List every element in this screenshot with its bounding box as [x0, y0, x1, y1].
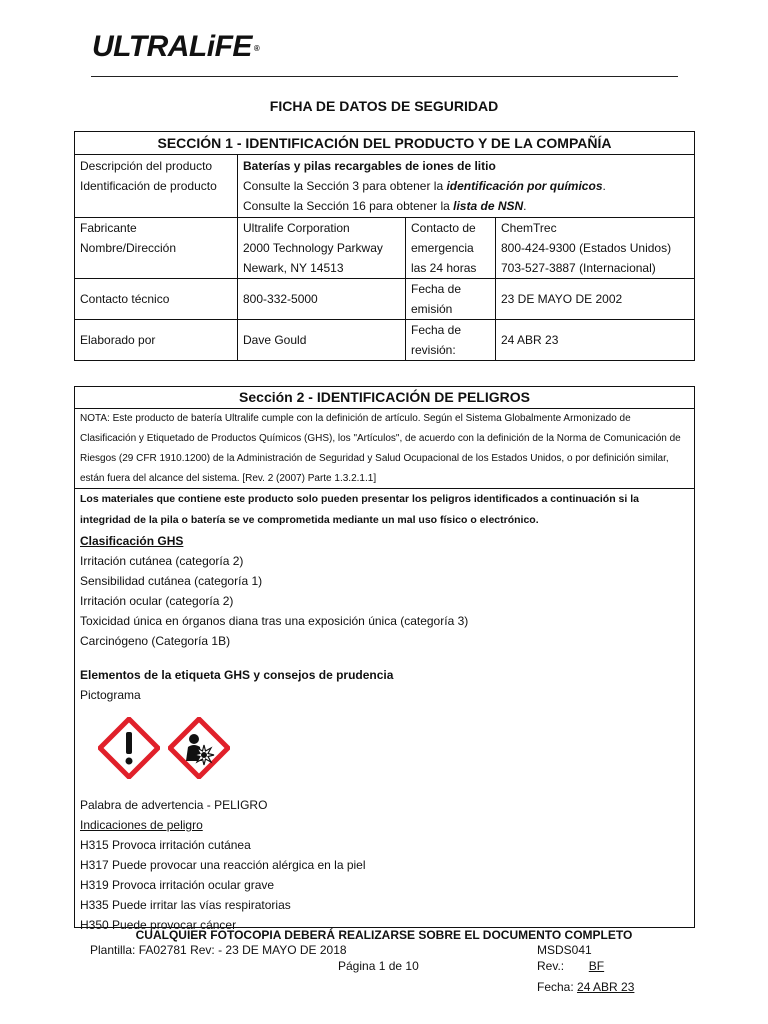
classification-item: Irritación cutánea (categoría 2): [80, 554, 244, 568]
article-note: NOTA: Este producto de batería Ultralife cumple con la definición de artículo. Según el Sistema Globalmente Armonizado de Clasificación y Etiquetado de Productos Químicos (GHS), los "Artículos", de acuerdo con la definición de la Norma de Comunicación de Riesgos (29 CFR 1910.1200) de la Administración de Seguridad y Salud Ocupacional de los Estados Unidos, o por definición similar, están fuera del alcance del sistema. [Rev. 2 (2007) Parte 1.3.2.1.1]: [75, 409, 694, 489]
manufacturer-line-3: Newark, NY 14513: [243, 261, 344, 275]
label-elements-heading: Elementos de la etiqueta GHS y consejos de prudencia: [80, 668, 394, 682]
revision-label-1: Fecha de: [411, 323, 462, 337]
health-hazard-icon: [168, 717, 230, 779]
ident-line-1-text: Consulte la Sección 3 para obtener la: [243, 179, 447, 193]
emergency-line-2: 800-424-9300 (Estados Unidos): [501, 241, 672, 255]
date-line: [537, 980, 634, 994]
emergency-labels-cell: [406, 218, 496, 279]
manufacturer-label-1: Fabricante: [80, 221, 137, 235]
emergency-line-3: 703-527-3887 (Internacional): [501, 261, 656, 275]
ident-line-2-text: Consulte la Sección 16 para obtener la: [243, 199, 454, 213]
section-1-title: SECCIÓN 1 - IDENTIFICACIÓN DEL PRODUCTO Y DE LA COMPAÑÍA: [75, 132, 695, 155]
revision-date-value: 24 ABR 23: [496, 320, 695, 361]
emergency-line-1: ChemTrec: [501, 221, 557, 235]
emergency-label-1: Contacto de: [411, 221, 476, 235]
section-2-title: Sección 2 - IDENTIFICACIÓN DE PELIGROS: [75, 387, 694, 409]
manufacturer-line-1: Ultralife Corporation: [243, 221, 350, 235]
issue-label-cell: [406, 279, 496, 320]
revision-label-2: revisión:: [411, 343, 456, 357]
pictogram-row: [98, 717, 689, 787]
emergency-cell: [496, 218, 695, 279]
page-number: Página 1 de 10: [338, 959, 419, 973]
section-2-body: [75, 531, 694, 935]
tech-contact-label: Contacto técnico: [75, 279, 238, 320]
hazard-warning: Los materiales que contiene este producto solo pueden presentar los peligros identificados a continuación si la integridad de la pila o batería se ve comprometida mediante un mal uso físico o electrónico.: [80, 493, 639, 526]
revision-line: [537, 959, 625, 973]
classification-item: Sensibilidad cutánea (categoría 1): [80, 574, 263, 588]
manufacturer-label-2: Nombre/Dirección: [80, 241, 177, 255]
date-value: 24 ABR 23: [577, 980, 635, 994]
classification-item: Irritación ocular (categoría 2): [80, 594, 234, 608]
document-code: MSDS041: [537, 943, 592, 957]
copy-notice: CUALQUIER FOTOCOPIA DEBERÁ REALIZARSE SOBRE EL DOCUMENTO COMPLETO: [135, 928, 633, 942]
manufacturer-labels-cell: [75, 218, 238, 279]
ident-line-1: [243, 176, 689, 196]
section-2-box: [74, 386, 695, 932]
pictogram-label: Pictograma: [80, 688, 141, 702]
desc-value: Baterías y pilas recargables de iones de litio: [243, 159, 496, 173]
tech-contact-value: 800-332-5000: [238, 279, 406, 320]
hazard-item: H317 Puede provocar una reacción alérgica en la piel: [80, 858, 366, 872]
emergency-label-2: emergencia: [411, 241, 474, 255]
hazard-item: H315 Provoca irritación cutánea: [80, 838, 251, 852]
company-logo: [92, 30, 259, 64]
prepared-by-value: Dave Gould: [238, 320, 406, 361]
prepared-by-label: Elaborado por: [75, 320, 238, 361]
issue-label-2: emisión: [411, 302, 453, 316]
ident-line-2: [243, 196, 689, 216]
template-info: Plantilla: FA02781 Rev: - 23 DE MAYO DE 2018: [90, 943, 347, 957]
ident-line-2-emphasis: lista de NSN: [453, 199, 524, 213]
manufacturer-cell: [238, 218, 406, 279]
logo-text: ULTRALiFE: [92, 30, 252, 63]
document-title: FICHA DE DATOS DE SEGURIDAD: [269, 98, 499, 114]
hazard-item: H350 Puede provocar cáncer: [80, 918, 237, 932]
issue-date-value: 23 DE MAYO DE 2002: [496, 279, 695, 320]
classification-item: Toxicidad única en órganos diana tras una exposición única (categoría 3): [80, 614, 469, 628]
spacer: [80, 787, 689, 795]
product-values-cell: [238, 155, 695, 218]
revision-label-cell: [406, 320, 496, 361]
manufacturer-line-2: 2000 Technology Parkway: [243, 241, 383, 255]
hazard-statements-heading: Indicaciones de peligro: [80, 818, 203, 832]
spacer: [80, 651, 689, 665]
hazard-item: H319 Provoca irritación ocular grave: [80, 878, 275, 892]
date-label: Fecha:: [537, 980, 574, 994]
ident-line-2-end: .: [523, 199, 527, 213]
ident-line-1-emphasis: identificación por químicos: [446, 179, 603, 193]
issue-label-1: Fecha de: [411, 282, 462, 296]
ghs-classification-heading: Clasificación GHS: [80, 534, 184, 548]
exclamation-mark-icon: [98, 717, 160, 779]
revision-code: BF: [588, 959, 605, 973]
header-rule: [91, 76, 678, 77]
registered-mark: ®: [253, 44, 260, 53]
hazard-item: H335 Puede irritar las vías respiratorias: [80, 898, 291, 912]
signal-word: Palabra de advertencia - PELIGRO: [80, 798, 268, 812]
revision-label: Rev.:: [537, 959, 565, 973]
product-labels-cell: [75, 155, 238, 218]
classification-item: Carcinógeno (Categoría 1B): [80, 634, 231, 648]
desc-label: Descripción del producto: [80, 159, 213, 173]
ident-label: Identificación de producto: [80, 179, 217, 193]
ident-line-1-end: .: [602, 179, 606, 193]
emergency-label-3: las 24 horas: [411, 261, 477, 275]
section-1-table: [74, 131, 695, 361]
